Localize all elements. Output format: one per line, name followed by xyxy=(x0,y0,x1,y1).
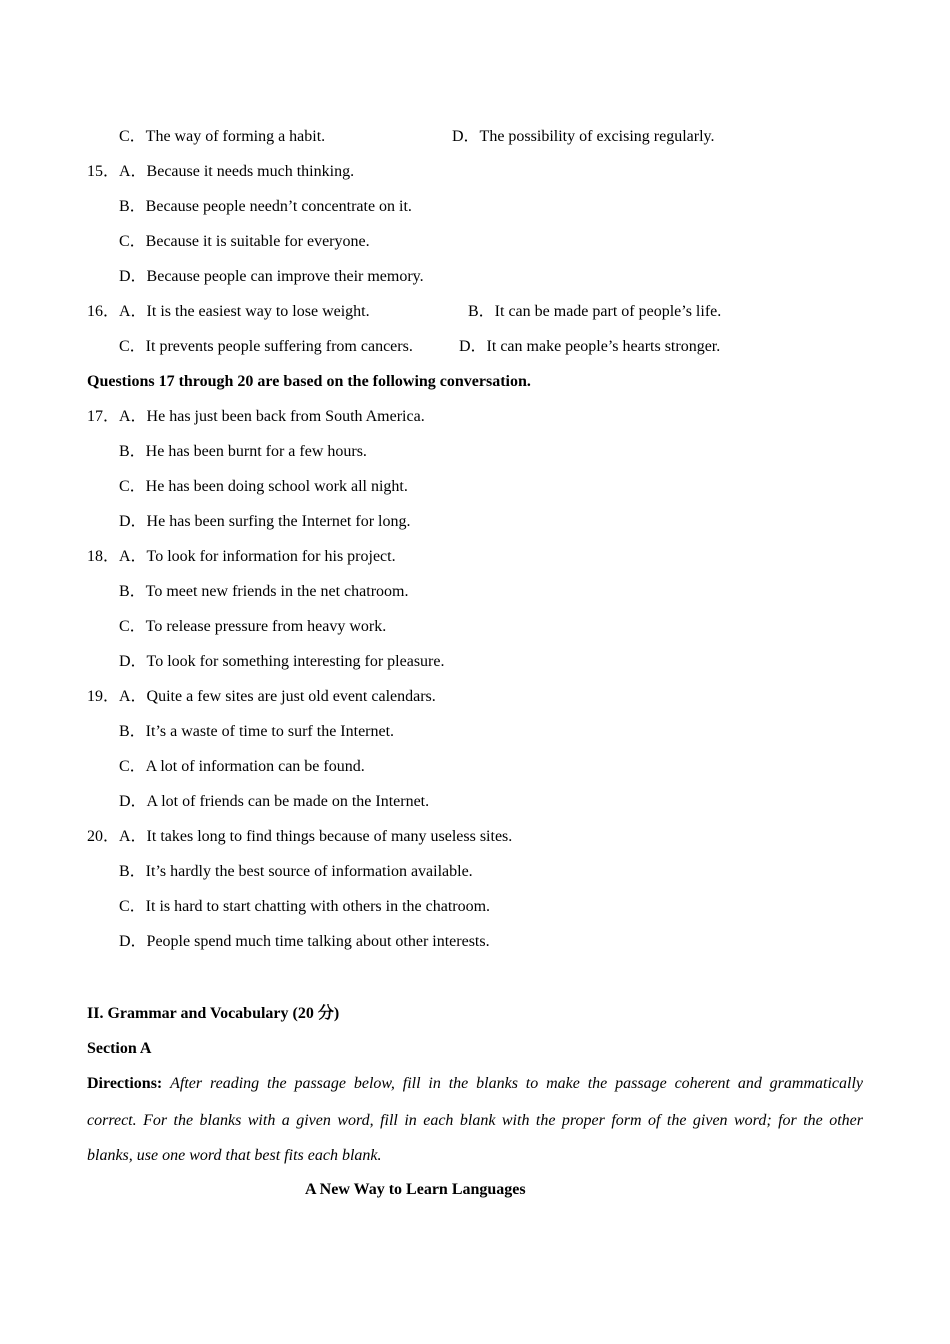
q15-option-d: D．Because people can improve their memory. xyxy=(119,268,424,285)
q17-option-b: B．He has been burnt for a few hours. xyxy=(119,443,367,460)
q20-option-b: B．It’s hardly the best source of information available. xyxy=(119,863,473,880)
q17-option-a: 17．A．He has just been back from South America. xyxy=(87,408,425,425)
q19-option-a: 19．A．Quite a few sites are just old event calendars. xyxy=(87,688,436,705)
q15-option-b: B．Because people needn’t concentrate on it. xyxy=(119,198,412,215)
q19-option-c: C．A lot of information can be found. xyxy=(119,758,365,775)
directions-text-1: After reading the passage below, fill in the blanks to make the passage coherent and grammatically xyxy=(170,1075,864,1092)
q16-option-c: C．It prevents people suffering from cancers. xyxy=(119,338,413,355)
directions-line-3: blanks, use one word that best fits each blank. xyxy=(87,1147,382,1164)
directions-line-1 xyxy=(87,1074,863,1094)
q16-option-d: D．It can make people’s hearts stronger. xyxy=(459,338,721,355)
part2-title: II. Grammar and Vocabulary (20 分) xyxy=(87,1005,340,1022)
q14-option-c: C．The way of forming a habit. xyxy=(119,128,326,145)
q20-option-c: C．It is hard to start chatting with others in the chatroom. xyxy=(119,898,491,915)
q19-option-b: B．It’s a waste of time to surf the Internet. xyxy=(119,723,395,740)
q18-option-d: D．To look for something interesting for pleasure. xyxy=(119,653,445,670)
directions-line-2: correct. For the blanks with a given word, fill in each blank with the proper form of the given word; for the other xyxy=(87,1112,863,1129)
q17-option-c: C．He has been doing school work all night. xyxy=(119,478,408,495)
q18-option-c: C．To release pressure from heavy work. xyxy=(119,618,387,635)
conversation-heading: Questions 17 through 20 are based on the following conversation. xyxy=(87,373,531,390)
q17-option-d: D．He has been surfing the Internet for long. xyxy=(119,513,411,530)
q16-option-b: B．It can be made part of people’s life. xyxy=(468,303,722,320)
q20-option-d: D．People spend much time talking about other interests. xyxy=(119,933,490,950)
section-a-heading: Section A xyxy=(87,1040,152,1057)
directions-label: Directions: xyxy=(87,1075,163,1092)
q15-option-a: 15．A．Because it needs much thinking. xyxy=(87,163,355,180)
q18-option-b: B．To meet new friends in the net chatroom. xyxy=(119,583,409,600)
q14-option-d: D．The possibility of excising regularly. xyxy=(452,128,715,145)
q19-option-d: D．A lot of friends can be made on the Internet. xyxy=(119,793,430,810)
q20-option-a: 20．A．It takes long to find things because of many useless sites. xyxy=(87,828,513,845)
q15-option-c: C．Because it is suitable for everyone. xyxy=(119,233,370,250)
q18-option-a: 18．A．To look for information for his project. xyxy=(87,548,396,565)
q16-option-a: 16．A．It is the easiest way to lose weight. xyxy=(87,303,370,320)
passage-title: A New Way to Learn Languages xyxy=(305,1181,526,1198)
